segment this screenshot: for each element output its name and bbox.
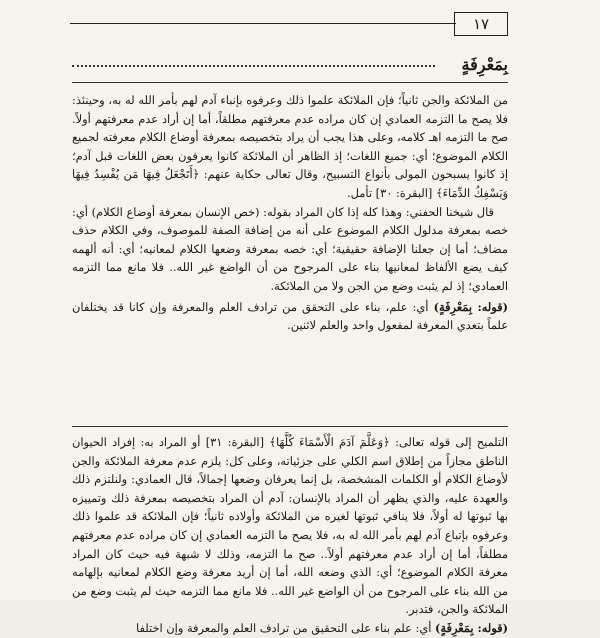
main-text: [72, 91, 508, 335]
lower-paragraph: التلميح إلى قوله تعالى: ﴿وَعَلَّمَ آدَمَ الْأَسْمَاءَ كُلَّهَا﴾ [البقرة: ٣١] أو المراد به: إفراد الحيوان الناطق مجازاً من إطلاق اسم الكلي على جزئياته، وعلى كل: يلزم عدم معرفة الملائكة والجن لأوضاع الكلام أو الكلمات المشخصة، بل إنما يعرفان وضعها إجمالاً، قال العمادي: ولنلتزم ذلك والعهدة عليه، والذي يظهر أن المراد بالإنسان: آدم أن المراد بتخصيصه بمعرفة ذلك وتمييزه بها ثبوتها له أولاً، فلا ينافي ثبوتها لغيره من الملائكة وأولاده ثانياً؛ فإن الملائكة قد علموا ذلك وعرفوه بإتباع آدم لهم بأمر الله له به، فلا يصح ما التزمه العمادي إن كان مراده عدم معرفتهم مطلقاً، أما إن أراد عدم معرفتهم أولاً.. صح ما التزمه، وذلك لا شبهة فيه حيث كان المراد معرفة الكلام الموضوع؛ أي: الذي وضعه الله، أما إن أريد معرفة وضع الكلام لمعانيه بإلهامه من الله بناء على المرجوح من أن الواضع غير الله.. فلا مانع مما التزمه حيث لم يثبت وضع من الملائكة والجن، فتدبر.: [72, 435, 509, 617]
page-number: ١٧: [472, 15, 490, 33]
lower-text: [72, 433, 508, 638]
first-gloss-label: (قوله: بِمَعْرِفَةٍ): [433, 299, 509, 314]
main-paragraph-1: من الملائكة والجن ثانياً؛ فإن الملائكة علموا ذلك وعرفوه بإنباء آدم لهم بأمر الله له به، وحينئذ: فلا يصح ما التزمه العمادي إن كان مراده عدم معرفتهم مطلقاً، أما إن أراد عدم معرفتهم أولاً. صح ما التزمه اهـ كلامه، وعلى هذا يجب أن يراد بتخصيصه بمعرفة أوضاع الكلام معرفته لجميع الكلام الموضوع؛ أي: جميع اللغات؛ إذ الظاهر أن الملائكة كانوا يعرفون بعض اللغات قبل آدم؛ إذ كانوا يسبحون المولى بأنواع التسبيح، وقال تعالى حكاية عنهم: ﴿أَتَجْعَلُ فِيهَا مَن يُفْسِدُ فِيهَا وَيَسْفِكُ الدِّمَاءَ﴾ [البقرة: ٣٠] تأمل.: [72, 93, 508, 200]
section-divider: [72, 426, 508, 427]
running-header: بِمَعْرِفَةٍ: [461, 55, 508, 74]
second-gloss-label: (قوله: بِمَعْرِفَةٍ): [435, 620, 508, 635]
second-gloss-text: أي: علم بناء على التحقيق من ترادف العلم والمعرفة وإن اختلفا: [136, 620, 432, 635]
first-gloss-text: أي: علم، بناء على التحقق من ترادف العلم والمعرفة وإن كانا قد يختلفان علماً بتعدي المعرفة لمفعول واحد والعلم لاثنين.: [72, 299, 508, 333]
second-gloss: [72, 619, 508, 638]
page-number-box: [454, 12, 508, 36]
main-paragraph-2: قال شيخنا الحفني: وهذا كله إذا كان المراد بقوله: (خص الإنسان بمعرفة أوضاع الكلام) أي: خصه بمعرفة مدلول الكلام الموضوع على أنه من إضافة الصفة للموصوف، وفي الكلام حذف مضاف؛ أما إن جعلنا الإضافة حقيقية؛ أي: خصه بمعرفة وضعها الكلام لمعانيه؛ أي: أنه ألهمه كيف يضع الألفاظ لمعانيها بناء على المرجوح من أن الواضع غير الله.. فلا مانع مما التزمه العمادي؛ إذ لم يثبت وضع من الجن ولا من الملائكة.: [72, 204, 508, 293]
top-rule: [70, 23, 456, 24]
header-rule: [72, 82, 508, 83]
first-gloss: [72, 298, 508, 335]
header-dotted-rule: [72, 65, 435, 67]
